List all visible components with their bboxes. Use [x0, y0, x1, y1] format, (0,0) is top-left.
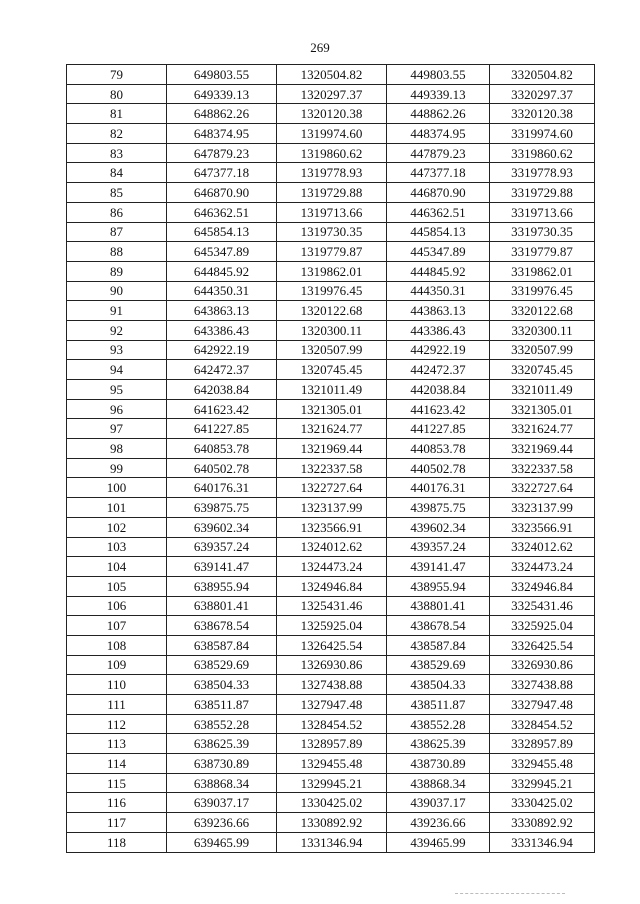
y2-coordinate-cell: 3325431.46 [490, 596, 595, 616]
point-number-cell: 84 [67, 163, 167, 183]
y2-coordinate-cell: 3326425.54 [490, 635, 595, 655]
table-row [67, 242, 595, 262]
table-row [67, 635, 595, 655]
table-row [67, 458, 595, 478]
x-coordinate-cell: 640853.78 [167, 439, 277, 459]
y-coordinate-cell: 1319779.87 [277, 242, 387, 262]
x-coordinate-cell: 641623.42 [167, 399, 277, 419]
y-coordinate-cell: 1329455.48 [277, 754, 387, 774]
point-number-cell: 111 [67, 695, 167, 715]
table-row [67, 360, 595, 380]
point-number-cell: 100 [67, 478, 167, 498]
x-coordinate-cell: 639602.34 [167, 517, 277, 537]
x-coordinate-cell: 638625.39 [167, 734, 277, 754]
point-number-cell: 91 [67, 301, 167, 321]
y2-coordinate-cell: 3324012.62 [490, 537, 595, 557]
y-coordinate-cell: 1320504.82 [277, 65, 387, 85]
table-row [67, 65, 595, 85]
table-row [67, 439, 595, 459]
table-row [67, 793, 595, 813]
table-row [67, 281, 595, 301]
table-row [67, 695, 595, 715]
x-coordinate-cell: 642472.37 [167, 360, 277, 380]
x-coordinate-cell: 645854.13 [167, 222, 277, 242]
x2-coordinate-cell: 442922.19 [387, 340, 490, 360]
y2-coordinate-cell: 3320745.45 [490, 360, 595, 380]
table-row [67, 557, 595, 577]
x2-coordinate-cell: 447879.23 [387, 143, 490, 163]
point-number-cell: 113 [67, 734, 167, 754]
y2-coordinate-cell: 3319729.88 [490, 183, 595, 203]
x2-coordinate-cell: 447377.18 [387, 163, 490, 183]
x2-coordinate-cell: 448374.95 [387, 124, 490, 144]
x2-coordinate-cell: 438678.54 [387, 616, 490, 636]
table-row [67, 616, 595, 636]
point-number-cell: 85 [67, 183, 167, 203]
x2-coordinate-cell: 442038.84 [387, 380, 490, 400]
point-number-cell: 112 [67, 714, 167, 734]
y-coordinate-cell: 1319730.35 [277, 222, 387, 242]
point-number-cell: 117 [67, 813, 167, 833]
x2-coordinate-cell: 440853.78 [387, 439, 490, 459]
y-coordinate-cell: 1319862.01 [277, 261, 387, 281]
x-coordinate-cell: 640502.78 [167, 458, 277, 478]
point-number-cell: 103 [67, 537, 167, 557]
x2-coordinate-cell: 438552.28 [387, 714, 490, 734]
y2-coordinate-cell: 3323137.99 [490, 498, 595, 518]
point-number-cell: 94 [67, 360, 167, 380]
y2-coordinate-cell: 3328454.52 [490, 714, 595, 734]
table-row [67, 576, 595, 596]
y2-coordinate-cell: 3325925.04 [490, 616, 595, 636]
x2-coordinate-cell: 443863.13 [387, 301, 490, 321]
point-number-cell: 89 [67, 261, 167, 281]
x-coordinate-cell: 638801.41 [167, 596, 277, 616]
table-row [67, 222, 595, 242]
point-number-cell: 92 [67, 320, 167, 340]
y-coordinate-cell: 1327947.48 [277, 695, 387, 715]
point-number-cell: 87 [67, 222, 167, 242]
point-number-cell: 80 [67, 84, 167, 104]
x2-coordinate-cell: 438730.89 [387, 754, 490, 774]
y-coordinate-cell: 1322727.64 [277, 478, 387, 498]
point-number-cell: 118 [67, 832, 167, 852]
x-coordinate-cell: 647377.18 [167, 163, 277, 183]
point-number-cell: 109 [67, 655, 167, 675]
point-number-cell: 98 [67, 439, 167, 459]
x-coordinate-cell: 646870.90 [167, 183, 277, 203]
table-row [67, 202, 595, 222]
x2-coordinate-cell: 439465.99 [387, 832, 490, 852]
x-coordinate-cell: 648862.26 [167, 104, 277, 124]
y2-coordinate-cell: 3319713.66 [490, 202, 595, 222]
point-number-cell: 83 [67, 143, 167, 163]
x2-coordinate-cell: 448862.26 [387, 104, 490, 124]
y2-coordinate-cell: 3320507.99 [490, 340, 595, 360]
y2-coordinate-cell: 3321624.77 [490, 419, 595, 439]
y-coordinate-cell: 1319729.88 [277, 183, 387, 203]
point-number-cell: 104 [67, 557, 167, 577]
y2-coordinate-cell: 3322727.64 [490, 478, 595, 498]
table-row [67, 380, 595, 400]
x-coordinate-cell: 638730.89 [167, 754, 277, 774]
table-row [67, 478, 595, 498]
y2-coordinate-cell: 3330425.02 [490, 793, 595, 813]
point-number-cell: 115 [67, 773, 167, 793]
table-row [67, 596, 595, 616]
y-coordinate-cell: 1319713.66 [277, 202, 387, 222]
table-row [67, 261, 595, 281]
point-number-cell: 106 [67, 596, 167, 616]
table-row [67, 498, 595, 518]
x2-coordinate-cell: 440176.31 [387, 478, 490, 498]
x2-coordinate-cell: 445854.13 [387, 222, 490, 242]
x2-coordinate-cell: 442472.37 [387, 360, 490, 380]
table-row [67, 832, 595, 852]
point-number-cell: 96 [67, 399, 167, 419]
y2-coordinate-cell: 3324473.24 [490, 557, 595, 577]
y-coordinate-cell: 1323566.91 [277, 517, 387, 537]
x2-coordinate-cell: 438801.41 [387, 596, 490, 616]
x-coordinate-cell: 640176.31 [167, 478, 277, 498]
y2-coordinate-cell: 3319779.87 [490, 242, 595, 262]
y2-coordinate-cell: 3326930.86 [490, 655, 595, 675]
point-number-cell: 107 [67, 616, 167, 636]
point-number-cell: 81 [67, 104, 167, 124]
x-coordinate-cell: 638529.69 [167, 655, 277, 675]
table-row [67, 675, 595, 695]
x2-coordinate-cell: 440502.78 [387, 458, 490, 478]
x-coordinate-cell: 644845.92 [167, 261, 277, 281]
x-coordinate-cell: 643863.13 [167, 301, 277, 321]
table-row [67, 104, 595, 124]
x2-coordinate-cell: 449339.13 [387, 84, 490, 104]
y2-coordinate-cell: 3320504.82 [490, 65, 595, 85]
x-coordinate-cell: 639236.66 [167, 813, 277, 833]
x2-coordinate-cell: 439141.47 [387, 557, 490, 577]
x2-coordinate-cell: 438868.34 [387, 773, 490, 793]
table-row [67, 143, 595, 163]
x-coordinate-cell: 649803.55 [167, 65, 277, 85]
table-row [67, 655, 595, 675]
y-coordinate-cell: 1323137.99 [277, 498, 387, 518]
y-coordinate-cell: 1330892.92 [277, 813, 387, 833]
y-coordinate-cell: 1324946.84 [277, 576, 387, 596]
x2-coordinate-cell: 438955.94 [387, 576, 490, 596]
x2-coordinate-cell: 439602.34 [387, 517, 490, 537]
table-row [67, 714, 595, 734]
table-row [67, 183, 595, 203]
x2-coordinate-cell: 439037.17 [387, 793, 490, 813]
y2-coordinate-cell: 3329455.48 [490, 754, 595, 774]
y-coordinate-cell: 1324012.62 [277, 537, 387, 557]
point-number-cell: 88 [67, 242, 167, 262]
y-coordinate-cell: 1321011.49 [277, 380, 387, 400]
table-row [67, 301, 595, 321]
y2-coordinate-cell: 3322337.58 [490, 458, 595, 478]
y2-coordinate-cell: 3319974.60 [490, 124, 595, 144]
x-coordinate-cell: 649339.13 [167, 84, 277, 104]
x-coordinate-cell: 647879.23 [167, 143, 277, 163]
table-row [67, 419, 595, 439]
x2-coordinate-cell: 449803.55 [387, 65, 490, 85]
scan-edge-mark [455, 893, 565, 894]
y-coordinate-cell: 1319974.60 [277, 124, 387, 144]
point-number-cell: 101 [67, 498, 167, 518]
y-coordinate-cell: 1327438.88 [277, 675, 387, 695]
point-number-cell: 79 [67, 65, 167, 85]
x2-coordinate-cell: 438504.33 [387, 675, 490, 695]
x-coordinate-cell: 641227.85 [167, 419, 277, 439]
y2-coordinate-cell: 3319976.45 [490, 281, 595, 301]
x2-coordinate-cell: 438625.39 [387, 734, 490, 754]
point-number-cell: 114 [67, 754, 167, 774]
y2-coordinate-cell: 3319778.93 [490, 163, 595, 183]
y-coordinate-cell: 1324473.24 [277, 557, 387, 577]
table-row [67, 517, 595, 537]
point-number-cell: 90 [67, 281, 167, 301]
y2-coordinate-cell: 3319860.62 [490, 143, 595, 163]
x2-coordinate-cell: 445347.89 [387, 242, 490, 262]
point-number-cell: 93 [67, 340, 167, 360]
x-coordinate-cell: 639141.47 [167, 557, 277, 577]
table-row [67, 320, 595, 340]
point-number-cell: 82 [67, 124, 167, 144]
x-coordinate-cell: 642922.19 [167, 340, 277, 360]
point-number-cell: 86 [67, 202, 167, 222]
y2-coordinate-cell: 3321969.44 [490, 439, 595, 459]
y-coordinate-cell: 1319976.45 [277, 281, 387, 301]
y2-coordinate-cell: 3323566.91 [490, 517, 595, 537]
x-coordinate-cell: 639875.75 [167, 498, 277, 518]
y-coordinate-cell: 1330425.02 [277, 793, 387, 813]
y2-coordinate-cell: 3319730.35 [490, 222, 595, 242]
point-number-cell: 105 [67, 576, 167, 596]
y-coordinate-cell: 1320300.11 [277, 320, 387, 340]
table-row [67, 734, 595, 754]
x2-coordinate-cell: 441623.42 [387, 399, 490, 419]
point-number-cell: 95 [67, 380, 167, 400]
x-coordinate-cell: 638552.28 [167, 714, 277, 734]
y2-coordinate-cell: 3327947.48 [490, 695, 595, 715]
x2-coordinate-cell: 438587.84 [387, 635, 490, 655]
y-coordinate-cell: 1320297.37 [277, 84, 387, 104]
x-coordinate-cell: 639357.24 [167, 537, 277, 557]
point-number-cell: 102 [67, 517, 167, 537]
x2-coordinate-cell: 443386.43 [387, 320, 490, 340]
y2-coordinate-cell: 3324946.84 [490, 576, 595, 596]
table-row [67, 340, 595, 360]
y2-coordinate-cell: 3327438.88 [490, 675, 595, 695]
y2-coordinate-cell: 3320122.68 [490, 301, 595, 321]
x-coordinate-cell: 646362.51 [167, 202, 277, 222]
y-coordinate-cell: 1328454.52 [277, 714, 387, 734]
y2-coordinate-cell: 3320120.38 [490, 104, 595, 124]
table-row [67, 124, 595, 144]
x-coordinate-cell: 639465.99 [167, 832, 277, 852]
x2-coordinate-cell: 439357.24 [387, 537, 490, 557]
y-coordinate-cell: 1322337.58 [277, 458, 387, 478]
y-coordinate-cell: 1320122.68 [277, 301, 387, 321]
y2-coordinate-cell: 3329945.21 [490, 773, 595, 793]
point-number-cell: 99 [67, 458, 167, 478]
point-number-cell: 97 [67, 419, 167, 439]
y-coordinate-cell: 1329945.21 [277, 773, 387, 793]
x-coordinate-cell: 642038.84 [167, 380, 277, 400]
y2-coordinate-cell: 3319862.01 [490, 261, 595, 281]
point-number-cell: 116 [67, 793, 167, 813]
x2-coordinate-cell: 441227.85 [387, 419, 490, 439]
x2-coordinate-cell: 439236.66 [387, 813, 490, 833]
x-coordinate-cell: 638955.94 [167, 576, 277, 596]
x2-coordinate-cell: 444845.92 [387, 261, 490, 281]
x2-coordinate-cell: 444350.31 [387, 281, 490, 301]
x-coordinate-cell: 638678.54 [167, 616, 277, 636]
x-coordinate-cell: 638504.33 [167, 675, 277, 695]
table-row [67, 163, 595, 183]
y-coordinate-cell: 1325925.04 [277, 616, 387, 636]
page-number: 269 [310, 40, 330, 55]
y2-coordinate-cell: 3320297.37 [490, 84, 595, 104]
x-coordinate-cell: 645347.89 [167, 242, 277, 262]
y-coordinate-cell: 1319778.93 [277, 163, 387, 183]
y-coordinate-cell: 1321969.44 [277, 439, 387, 459]
x2-coordinate-cell: 446870.90 [387, 183, 490, 203]
y-coordinate-cell: 1320745.45 [277, 360, 387, 380]
y2-coordinate-cell: 3331346.94 [490, 832, 595, 852]
y2-coordinate-cell: 3330892.92 [490, 813, 595, 833]
y-coordinate-cell: 1321624.77 [277, 419, 387, 439]
y2-coordinate-cell: 3320300.11 [490, 320, 595, 340]
y2-coordinate-cell: 3328957.89 [490, 734, 595, 754]
y-coordinate-cell: 1331346.94 [277, 832, 387, 852]
x-coordinate-cell: 638868.34 [167, 773, 277, 793]
table-row [67, 773, 595, 793]
point-number-cell: 108 [67, 635, 167, 655]
coordinate-table [66, 64, 595, 853]
y-coordinate-cell: 1328957.89 [277, 734, 387, 754]
table-row [67, 813, 595, 833]
table-row [67, 399, 595, 419]
point-number-cell: 110 [67, 675, 167, 695]
x2-coordinate-cell: 438511.87 [387, 695, 490, 715]
x2-coordinate-cell: 446362.51 [387, 202, 490, 222]
x-coordinate-cell: 638511.87 [167, 695, 277, 715]
x-coordinate-cell: 648374.95 [167, 124, 277, 144]
y2-coordinate-cell: 3321305.01 [490, 399, 595, 419]
y-coordinate-cell: 1326425.54 [277, 635, 387, 655]
table-row [67, 754, 595, 774]
y-coordinate-cell: 1319860.62 [277, 143, 387, 163]
y2-coordinate-cell: 3321011.49 [490, 380, 595, 400]
x-coordinate-cell: 638587.84 [167, 635, 277, 655]
x-coordinate-cell: 639037.17 [167, 793, 277, 813]
coordinate-table-body [67, 65, 595, 853]
x-coordinate-cell: 643386.43 [167, 320, 277, 340]
y-coordinate-cell: 1321305.01 [277, 399, 387, 419]
x2-coordinate-cell: 439875.75 [387, 498, 490, 518]
y-coordinate-cell: 1326930.86 [277, 655, 387, 675]
y-coordinate-cell: 1320120.38 [277, 104, 387, 124]
table-row [67, 84, 595, 104]
y-coordinate-cell: 1320507.99 [277, 340, 387, 360]
x2-coordinate-cell: 438529.69 [387, 655, 490, 675]
y-coordinate-cell: 1325431.46 [277, 596, 387, 616]
table-row [67, 537, 595, 557]
x-coordinate-cell: 644350.31 [167, 281, 277, 301]
